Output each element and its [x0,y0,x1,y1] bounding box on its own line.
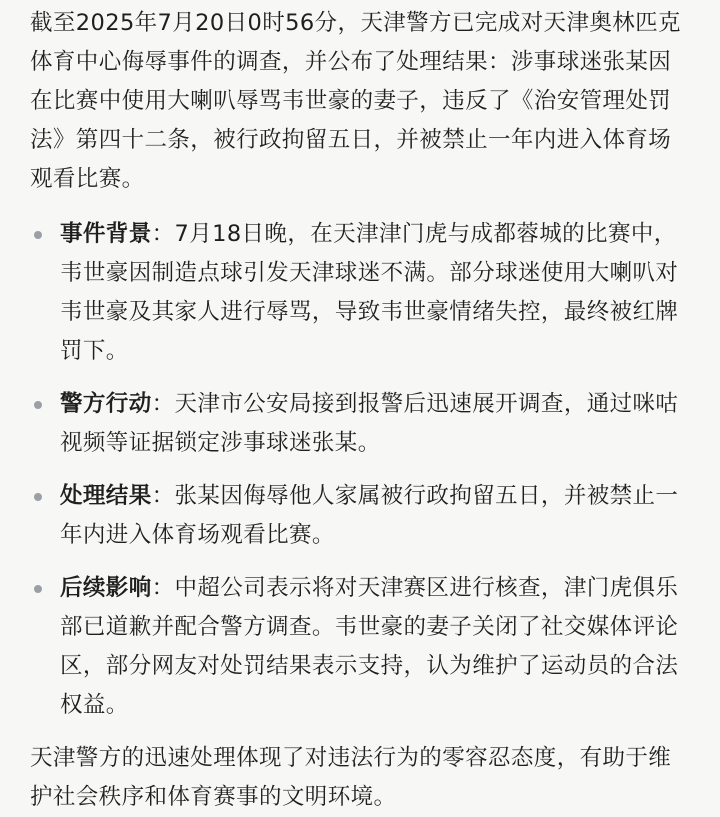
bullet-dot-icon [34,231,42,239]
bullet-dot-icon [34,401,42,409]
bullet-dot-icon [34,493,42,501]
list-item-separator: ： [151,221,175,247]
list-item [30,569,694,725]
list-item-body: 张某因侮辱他人家属被行政拘留五日，并被禁止一年内进入体育场观看比赛。 [60,483,679,548]
summary-list [30,215,694,725]
list-item-text [60,569,694,725]
bullet-dot-icon [34,585,42,593]
list-item-text [60,215,694,371]
list-item-body: 7月18日晚，在天津津门虎与成都蓉城的比赛中，韦世豪因制造点球引发天津球迷不满。部分球迷使用大喇叭对韦世豪及其家人进行辱骂，导致韦世豪情绪失控，最终被红牌罚下。 [60,221,679,364]
list-item-text [60,385,694,463]
list-item-title: 处理结果 [60,483,152,509]
list-item-title: 警方行动 [60,391,152,417]
list-item-separator: ： [151,483,175,509]
list-item-separator: ： [151,391,175,417]
list-item-text [60,477,694,555]
conclusion-paragraph: 天津警方的迅速处理体现了对违法行为的零容忍态度，有助于维护社会秩序和体育赛事的文明环境。 [30,745,672,810]
list-item [30,477,694,555]
list-item [30,215,694,371]
list-item-separator: ： [151,575,175,601]
intro-paragraph: 截至2025年7月20日0时56分，天津警方已完成对天津奥林匹克体育中心侮辱事件的调查，并公布了处理结果：涉事球迷张某因在比赛中使用大喇叭辱骂韦世豪的妻子，违反了《治安管理处罚法》第四十二条，被行政拘留五日，并被禁止一年内进入体育场观看比赛。 [30,10,681,192]
list-item-title: 后续影响 [60,575,152,601]
list-item-title: 事件背景 [60,221,152,247]
list-item-body: 中超公司表示将对天津赛区进行核查，津门虎俱乐部已道歉并配合警方调查。韦世豪的妻子关闭了社交媒体评论区，部分网友对处罚结果表示支持，认为维护了运动员的合法权益。 [60,575,679,718]
list-item-body: 天津市公安局接到报警后迅速展开调查，通过咪咕视频等证据锁定涉事球迷张某。 [60,391,679,456]
list-item [30,385,694,463]
